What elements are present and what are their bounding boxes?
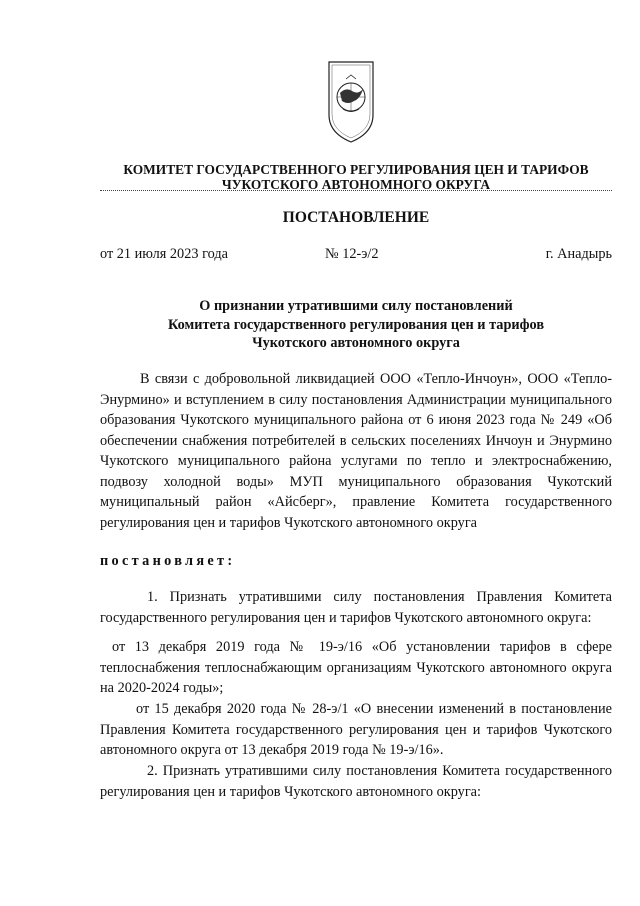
- subject-line: Комитета государственного регулирования цен и тарифов: [167, 316, 545, 333]
- document-date: от 21 июля 2023 года: [100, 246, 228, 262]
- decree-word: постановляет:: [100, 553, 236, 569]
- item-1: 1. Признать утратившими силу постановления Правления Комитета государственного регулирования цен и тарифов Чукотского автономного округа:: [100, 589, 612, 626]
- subject-line: О признании утратившими силу постановлений: [199, 298, 513, 314]
- organization-name-line2: ЧУКОТСКОГО АВТОНОМНОГО ОКРУГА: [221, 177, 491, 192]
- item-1-subitem-1: от 13 декабря 2019 года № 19-э/16 «Об установлении тарифов в сфере теплоснабжения теплоснабжающим организациям Чукотского автономного округа на 2020-2024 годы»;: [100, 639, 612, 696]
- document-place: г. Анадырь: [545, 246, 612, 262]
- subject-line: Чукотского автономного округа: [252, 335, 460, 351]
- item-1-subitem-2: от 15 декабря 2020 года № 28-э/1 «О внесении изменений в постановление Правления Комитета государственного регулирования цен и тарифов Чукотского автономного округа от 13 декабря 2019 года № 19-э/16».: [100, 701, 612, 758]
- document-subject: [100, 297, 612, 353]
- document-title: ПОСТАНОВЛЕНИЕ: [282, 209, 430, 226]
- document-number: № 12-э/2: [325, 246, 379, 262]
- organization-name-line1: КОМИТЕТ ГОСУДАРСТВЕННОГО РЕГУЛИРОВАНИЯ ЦЕН И ТАРИФОВ: [123, 162, 589, 177]
- coat-of-arms-icon: [326, 59, 376, 145]
- item-2: 2. Признать утратившими силу постановления Комитета государственного регулирования цен и тарифов Чукотского автономного округа:: [100, 763, 612, 800]
- header-divider: [100, 190, 612, 191]
- preamble-paragraph: В связи с добровольной ликвидацией ООО «Тепло-Инчоун», ООО «Тепло-Энурмино» и вступлением в силу постановления Администрации муниципального образования Чукотского муниципального района от 6 июня 2023 года № 249 «Об обеспечении снабжения потребителей в сельских поселениях Инчоун и Энурмино Чукотского муниципального района услугами по тепло и электроснабжению, подвозу холодной воды» МУП муниципального образования Чукотский муниципальный район «Айсберг», правление Комитета государственного регулирования цен и тарифов Чукотского автономного округа: [100, 371, 612, 531]
